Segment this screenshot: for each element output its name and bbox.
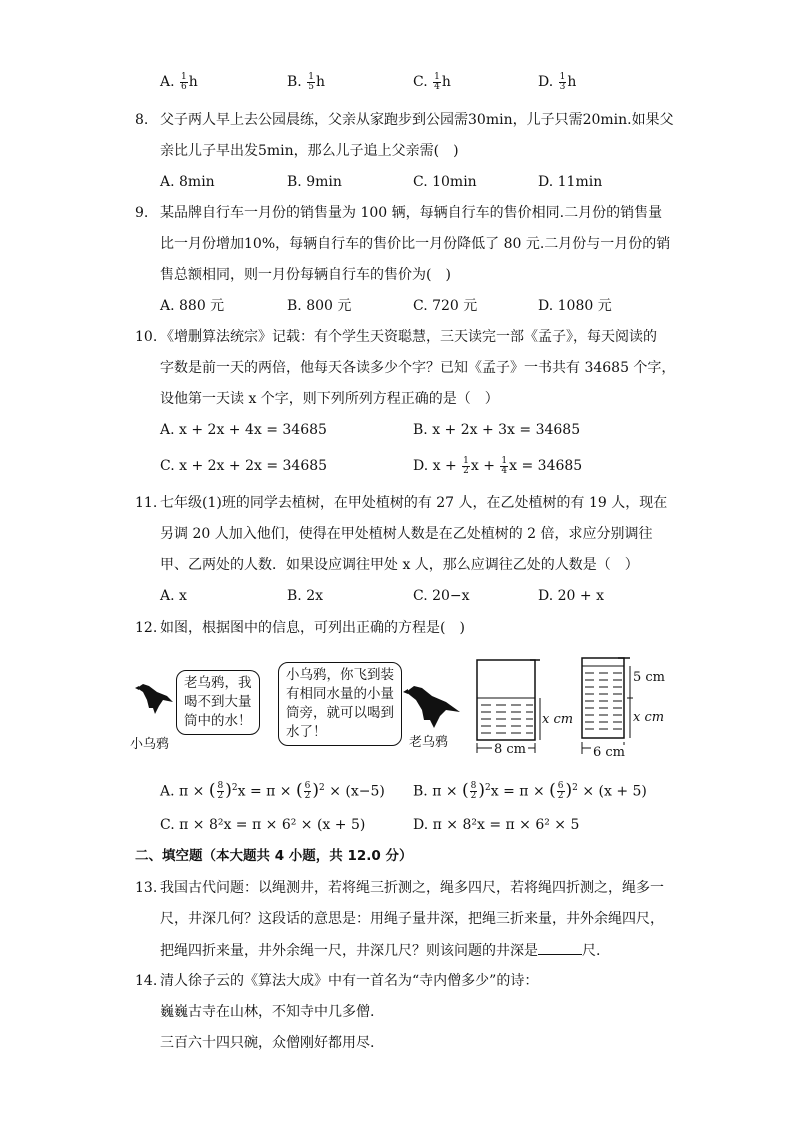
fraction: $\frac{6}{2}$ xyxy=(557,781,564,802)
q7-option-a[interactable]: A. $\frac{1}{6}$ h xyxy=(160,71,198,92)
question-number: 9. xyxy=(135,205,149,221)
small-cylinder-icon xyxy=(576,652,636,758)
q7-option-d[interactable]: D. $\frac{1}{3}$ h xyxy=(538,71,577,92)
q11-option-d[interactable]: D. 20 + x xyxy=(538,588,604,604)
poem-line: 巍巍古寺在山林，不知寺中几多僧. xyxy=(160,1004,375,1020)
speech-bubble-small-crow: 老乌鸦，我 喝不到大量 筒中的水！ xyxy=(176,670,260,735)
question-text: 设他第一天读 x 个字，则下列所列方程正确的是（ ） xyxy=(160,391,499,407)
q9-option-c[interactable]: C. 720 元 xyxy=(413,298,478,314)
q8-option-c[interactable]: C. 10min xyxy=(413,174,477,190)
fraction: $\frac{8}{2}$ xyxy=(217,781,224,802)
label-x-cm-left: x cm xyxy=(542,712,574,727)
question-text: 清人徐子云的《算法大成》中有一首名为“寺内僧多少”的诗： xyxy=(160,973,539,989)
question-number: 8. xyxy=(135,112,149,128)
q11-option-b[interactable]: B. 2x xyxy=(287,588,323,604)
poem-line: 三百六十四只碗，众僧刚好都用尽. xyxy=(160,1035,375,1051)
label-x-cm-right: x cm xyxy=(633,710,665,725)
question-text: 尺，井深几何？这段话的意思是：用绳子量井深，把绳三折来量，井外余绳四尺， xyxy=(160,911,664,927)
caption-small-crow: 小乌鸦 xyxy=(130,737,170,752)
q9-option-a[interactable]: A. 880 元 xyxy=(160,298,225,314)
question-text: 字数是前一天的两倍，他每天各读多少个字？已知《孟子》一书共有 34685 个字， xyxy=(160,360,676,376)
q12-option-b[interactable]: B. π × ( $\frac{8}{2}$ )$^2$x = π × ( $\frac{6}{2}$ )$^2$ × (x + 5) xyxy=(413,780,647,802)
question-text: 亲比儿子早出发5min，那么儿子追上父亲需( ) xyxy=(160,143,459,159)
question-number: 14. xyxy=(135,973,158,989)
question-number: 11. xyxy=(135,495,158,511)
label-5cm: 5 cm xyxy=(633,670,666,685)
label-6cm: 6 cm xyxy=(593,745,626,760)
fraction: $\frac{8}{2}$ xyxy=(470,781,477,802)
old-crow-icon xyxy=(402,680,464,732)
fraction: $\frac{6}{2}$ xyxy=(304,781,311,802)
q10-option-d[interactable]: D. x + $\frac{1}{2}$ x + $\frac{1}{4}$ x = 34685 xyxy=(413,455,583,476)
q12-option-d[interactable]: D. π × 8²x = π × 6² × 5 xyxy=(413,817,580,833)
question-number: 13. xyxy=(135,880,158,896)
question-text: 父子两人早上去公园晨练，父亲从家跑步到公园需30min，儿子只需20min.如果父 xyxy=(160,112,674,128)
q8-option-d[interactable]: D. 11min xyxy=(538,174,603,190)
large-cylinder-icon xyxy=(472,658,546,754)
question-text: 售总额相同，则一月份每辆自行车的售价为( ) xyxy=(160,267,451,283)
crow-figure xyxy=(130,650,666,770)
fraction: $\frac{1}{2}$ xyxy=(463,455,469,476)
q12-option-a[interactable]: A. π × ( $\frac{8}{2}$ )$^2$x = π × ( $\frac{6}{2}$ )$^2$ × (x−5) xyxy=(160,780,385,802)
fraction: $\frac{1}{6}$ xyxy=(181,71,187,92)
small-crow-icon xyxy=(133,678,175,718)
q11-option-c[interactable]: C. 20−x xyxy=(413,588,470,604)
section-title: 二、填空题（本大题共 4 小题，共 12.0 分） xyxy=(135,848,413,864)
q10-option-a[interactable]: A. x + 2x + 4x = 34685 xyxy=(160,422,327,438)
q8-option-b[interactable]: B. 9min xyxy=(287,174,342,190)
question-text: 另调 20 人加入他们，使得在甲处植树人数是在乙处植树的 2 倍，求应分别调往 xyxy=(160,526,653,542)
q7-option-c[interactable]: C. $\frac{1}{4}$ h xyxy=(413,71,451,92)
question-text: 《增删算法统宗》记载：有个学生天资聪慧，三天读完一部《孟子》，每天阅读的 xyxy=(160,329,657,345)
fraction: $\frac{1}{4}$ xyxy=(501,455,508,476)
question-text: 某品牌自行车一月份的销售量为 100 辆，每辆自行车的售价相同.二月份的销售量 xyxy=(160,205,663,221)
q7-option-b[interactable]: B. $\frac{1}{5}$ h xyxy=(287,71,325,92)
fraction: $\frac{1}{3}$ xyxy=(559,71,566,92)
q11-option-a[interactable]: A. x xyxy=(160,588,187,604)
question-text: 我国古代问题：以绳测井，若将绳三折测之，绳多四尺，若将绳四折测之，绳多一 xyxy=(160,880,664,896)
q10-option-b[interactable]: B. x + 2x + 3x = 34685 xyxy=(413,422,581,438)
question-text: 把绳四折来量，井外余绳一尺，井深几尺？则该问题的井深是 尺. xyxy=(160,940,600,961)
question-text: 比一月份增加10%，每辆自行车的售价比一月份降低了 80 元.二月份与一月份的销 xyxy=(160,236,671,252)
speech-bubble-old-crow: 小乌鸦，你飞到装 有相同水量的小量 筒旁，就可以喝到 水了！ xyxy=(278,662,402,746)
label-8cm: 8 cm xyxy=(494,742,527,757)
answer-blank[interactable] xyxy=(538,940,582,955)
q9-option-b[interactable]: B. 800 元 xyxy=(287,298,352,314)
question-number: 10. xyxy=(135,329,158,345)
caption-old-crow: 老乌鸦 xyxy=(409,735,449,750)
q9-option-d[interactable]: D. 1080 元 xyxy=(538,298,612,314)
q12-option-c[interactable]: C. π × 8²x = π × 6² × (x + 5) xyxy=(160,817,366,833)
fraction: $\frac{1}{5}$ xyxy=(308,71,314,92)
question-text: 如图，根据图中的信息，可列出正确的方程是( ) xyxy=(160,620,465,636)
question-number: 12. xyxy=(135,620,158,636)
q10-option-c[interactable]: C. x + 2x + 2x = 34685 xyxy=(160,458,328,474)
q8-option-a[interactable]: A. 8min xyxy=(160,174,215,190)
fraction: $\frac{1}{4}$ xyxy=(434,71,440,92)
question-text: 甲、乙两处的人数．如果设应调往甲处 x 人，那么应调往乙处的人数是（ ） xyxy=(160,557,639,573)
option-label: A. xyxy=(160,74,175,90)
question-text: 七年级(1)班的同学去植树，在甲处植树的有 27 人，在乙处植树的有 19 人，现在 xyxy=(160,495,668,511)
